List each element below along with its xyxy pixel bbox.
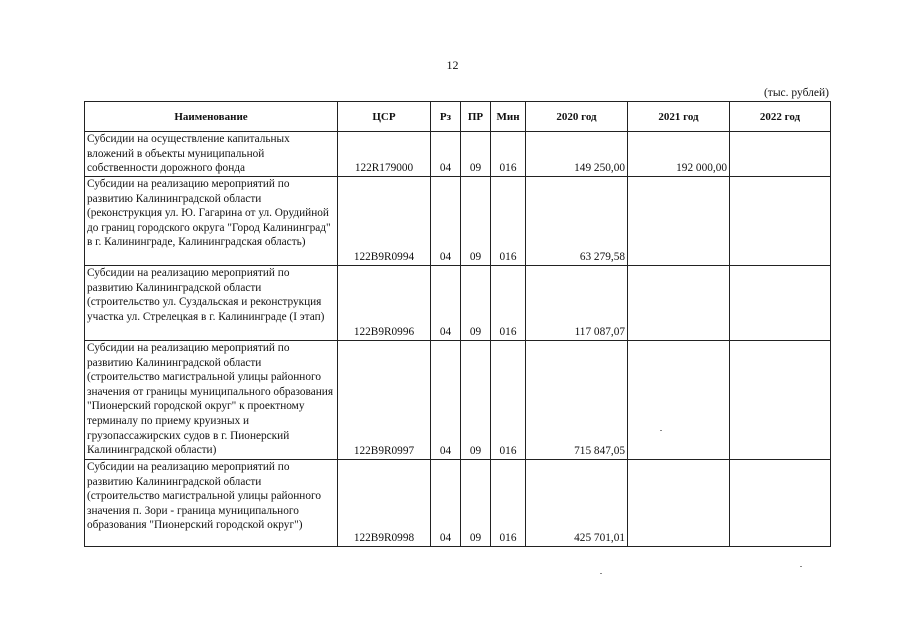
row-2020: 425 701,01 xyxy=(526,460,628,547)
row-min: 016 xyxy=(491,266,526,341)
page-number: 12 xyxy=(446,58,459,72)
table-row xyxy=(85,460,831,547)
row-rz: 04 xyxy=(431,266,461,341)
row-min: 016 xyxy=(491,177,526,266)
row-pr: 09 xyxy=(461,460,491,547)
row-2021 xyxy=(628,177,730,266)
row-2022 xyxy=(730,341,831,460)
table-header-row xyxy=(85,102,831,132)
header-2022: 2022 год xyxy=(730,102,831,132)
row-rz: 04 xyxy=(431,460,461,547)
budget-table xyxy=(84,101,831,547)
header-2020: 2020 год xyxy=(526,102,628,132)
row-2021 xyxy=(628,266,730,341)
row-2020: 149 250,00 xyxy=(526,132,628,177)
row-min: 016 xyxy=(491,132,526,177)
row-name: Субсидии на реализацию мероприятий по развитию Калининградской области (строительство магистральной улицы районного значения п. Зори - граница муниципального образования "Пионерский городской округ") xyxy=(85,460,338,547)
scan-speck xyxy=(660,430,662,431)
row-2020: 63 279,58 xyxy=(526,177,628,266)
row-csr: 122B9R0994 xyxy=(338,177,431,266)
table-row xyxy=(85,132,831,177)
scan-speck xyxy=(600,573,602,574)
row-2022 xyxy=(730,460,831,547)
row-min: 016 xyxy=(491,341,526,460)
row-name: Субсидии на реализацию мероприятий по развитию Калининградской области (строительство ул. Суздальская и реконструкция участка ул. Стрелецкая в г. Калининграде (I этап) xyxy=(85,266,338,341)
row-pr: 09 xyxy=(461,341,491,460)
row-rz: 04 xyxy=(431,177,461,266)
row-name: Субсидии на осуществление капитальных вложений в объекты муниципальной собственности дорожного фонда xyxy=(85,132,338,177)
row-2020: 715 847,05 xyxy=(526,341,628,460)
row-2022 xyxy=(730,177,831,266)
row-name: Субсидии на реализацию мероприятий по развитию Калининградской области (реконструкция ул. Ю. Гагарина от ул. Орудийной до границ городского округа "Город Калининград" в г. Калининграде, Калининградская область) xyxy=(85,177,338,266)
header-min: Мин xyxy=(491,102,526,132)
row-2022 xyxy=(730,132,831,177)
row-min: 016 xyxy=(491,460,526,547)
row-csr: 122B9R0996 xyxy=(338,266,431,341)
header-pr: ПР xyxy=(461,102,491,132)
units-label: (тыс. рублей) xyxy=(763,87,829,99)
header-rz: Рз xyxy=(431,102,461,132)
row-2021: 192 000,00 xyxy=(628,132,730,177)
table-row xyxy=(85,341,831,460)
row-rz: 04 xyxy=(431,341,461,460)
row-csr: 122B9R0997 xyxy=(338,341,431,460)
scan-speck xyxy=(800,566,802,567)
header-csr: ЦСР xyxy=(338,102,431,132)
row-pr: 09 xyxy=(461,132,491,177)
row-name: Субсидии на реализацию мероприятий по развитию Калининградской области (строительство магистральной улицы районного значения от границы муниципального образования "Пионерский городской округ" к проектному терминалу по приему круизных и грузопассажирских судов в г. Пионерский Калининградской области) xyxy=(85,341,338,460)
row-2021 xyxy=(628,460,730,547)
row-pr: 09 xyxy=(461,177,491,266)
header-name: Наименование xyxy=(85,102,338,132)
row-csr: 122B9R0998 xyxy=(338,460,431,547)
table-row xyxy=(85,177,831,266)
table-row xyxy=(85,266,831,341)
row-pr: 09 xyxy=(461,266,491,341)
row-csr: 122R179000 xyxy=(338,132,431,177)
row-2020: 117 087,07 xyxy=(526,266,628,341)
row-2021 xyxy=(628,341,730,460)
row-rz: 04 xyxy=(431,132,461,177)
header-2021: 2021 год xyxy=(628,102,730,132)
row-2022 xyxy=(730,266,831,341)
